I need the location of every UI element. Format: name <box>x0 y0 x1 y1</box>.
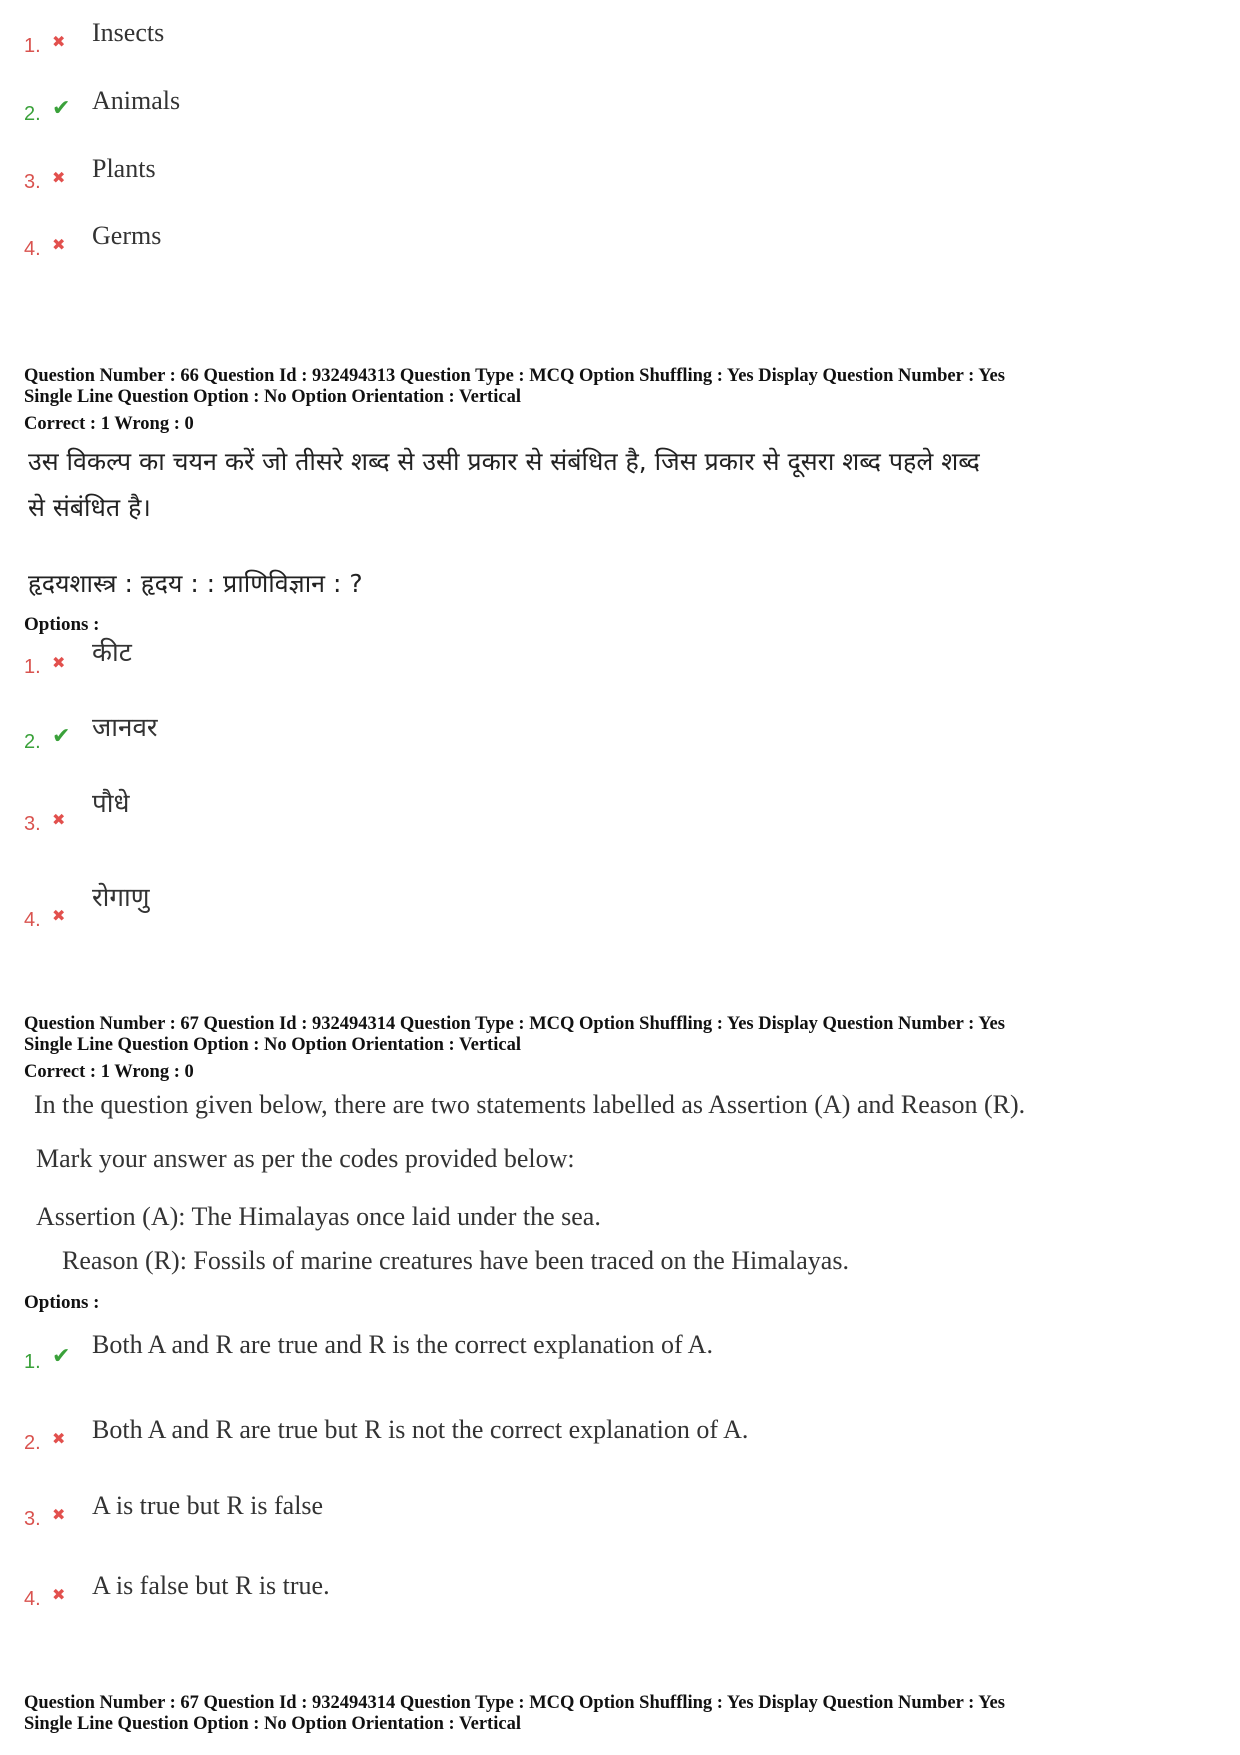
q67-meta-line-2: Single Line Question Option : No Option Orientation : Vertical <box>24 1035 521 1055</box>
q66-analogy: हृदयशास्त्र : हृदय : : प्राणिविज्ञान : ? <box>28 569 363 598</box>
option-text: Plants <box>92 154 156 183</box>
option-number: 4. <box>24 238 41 260</box>
option-text: Germs <box>92 221 162 250</box>
option-number: 3. <box>24 1508 41 1530</box>
option-text: A is true but R is false <box>92 1491 324 1520</box>
q67b-meta-line-2: Single Line Question Option : No Option Orientation : Vertical <box>24 1714 521 1734</box>
cross-icon: ✖ <box>52 1429 66 1448</box>
option-text: Insects <box>92 18 165 47</box>
q67-meta-line-1: Question Number : 67 Question Id : 932494314 Question Type : MCQ Option Shuffling : Yes Display Question Number : Yes <box>24 1014 1005 1034</box>
check-icon: ✔ <box>52 96 71 121</box>
q66-meta-line-2: Single Line Question Option : No Option Orientation : Vertical <box>24 387 521 407</box>
q66-stem-line-1: उस विकल्प का चयन करें जो तीसरे शब्द से उसी प्रकार से संबंधित है, जिस प्रकार से दूसरा शब्द पहले शब्द <box>28 447 980 476</box>
option-number: 1. <box>24 35 41 57</box>
option-number: 2. <box>24 103 41 125</box>
option-number: 1. <box>24 656 41 678</box>
q66-options-label: Options : <box>24 614 100 635</box>
check-icon: ✔ <box>52 1344 71 1369</box>
cross-icon: ✖ <box>52 906 66 925</box>
option-text: पौधे <box>92 789 130 819</box>
option-number: 4. <box>24 909 41 931</box>
q67b-meta-line-1: Question Number : 67 Question Id : 932494314 Question Type : MCQ Option Shuffling : Yes Display Question Number : Yes <box>24 1693 1005 1713</box>
option-text: A is false but R is true. <box>92 1571 330 1600</box>
option-text: कीट <box>92 638 132 668</box>
q67-marks: Correct : 1 Wrong : 0 <box>24 1062 194 1082</box>
option-text: रोगाणु <box>92 883 150 913</box>
option-number: 2. <box>24 731 41 753</box>
cross-icon: ✖ <box>52 32 66 51</box>
cross-icon: ✖ <box>52 1585 66 1604</box>
q67-stem-line-2: Mark your answer as per the codes provided below: <box>36 1144 575 1173</box>
q67-options-label: Options : <box>24 1292 100 1313</box>
cross-icon: ✖ <box>52 168 66 187</box>
q67-assertion: Assertion (A): The Himalayas once laid under the sea. <box>36 1202 601 1231</box>
cross-icon: ✖ <box>52 810 66 829</box>
q66-marks: Correct : 1 Wrong : 0 <box>24 414 194 434</box>
option-number: 2. <box>24 1432 41 1454</box>
q66-meta-line-1: Question Number : 66 Question Id : 932494313 Question Type : MCQ Option Shuffling : Yes Display Question Number : Yes <box>24 366 1005 386</box>
option-number: 3. <box>24 813 41 835</box>
q66-stem-line-2: से संबंधित है। <box>28 493 151 522</box>
option-number: 4. <box>24 1588 41 1610</box>
q67-stem-line-1: In the question given below, there are two statements labelled as Assertion (A) and Reason (R). <box>34 1090 1026 1119</box>
check-icon: ✔ <box>52 724 71 749</box>
option-text: Both A and R are true and R is the correct explanation of A. <box>92 1330 713 1359</box>
cross-icon: ✖ <box>52 653 66 672</box>
option-text: Both A and R are true but R is not the correct explanation of A. <box>92 1415 749 1444</box>
q67-reason: Reason (R): Fossils of marine creatures have been traced on the Himalayas. <box>62 1246 849 1275</box>
cross-icon: ✖ <box>52 235 66 254</box>
option-number: 1. <box>24 1351 41 1373</box>
cross-icon: ✖ <box>52 1505 66 1524</box>
option-number: 3. <box>24 171 41 193</box>
option-text: जानवर <box>92 713 158 743</box>
option-text: Animals <box>92 86 181 115</box>
